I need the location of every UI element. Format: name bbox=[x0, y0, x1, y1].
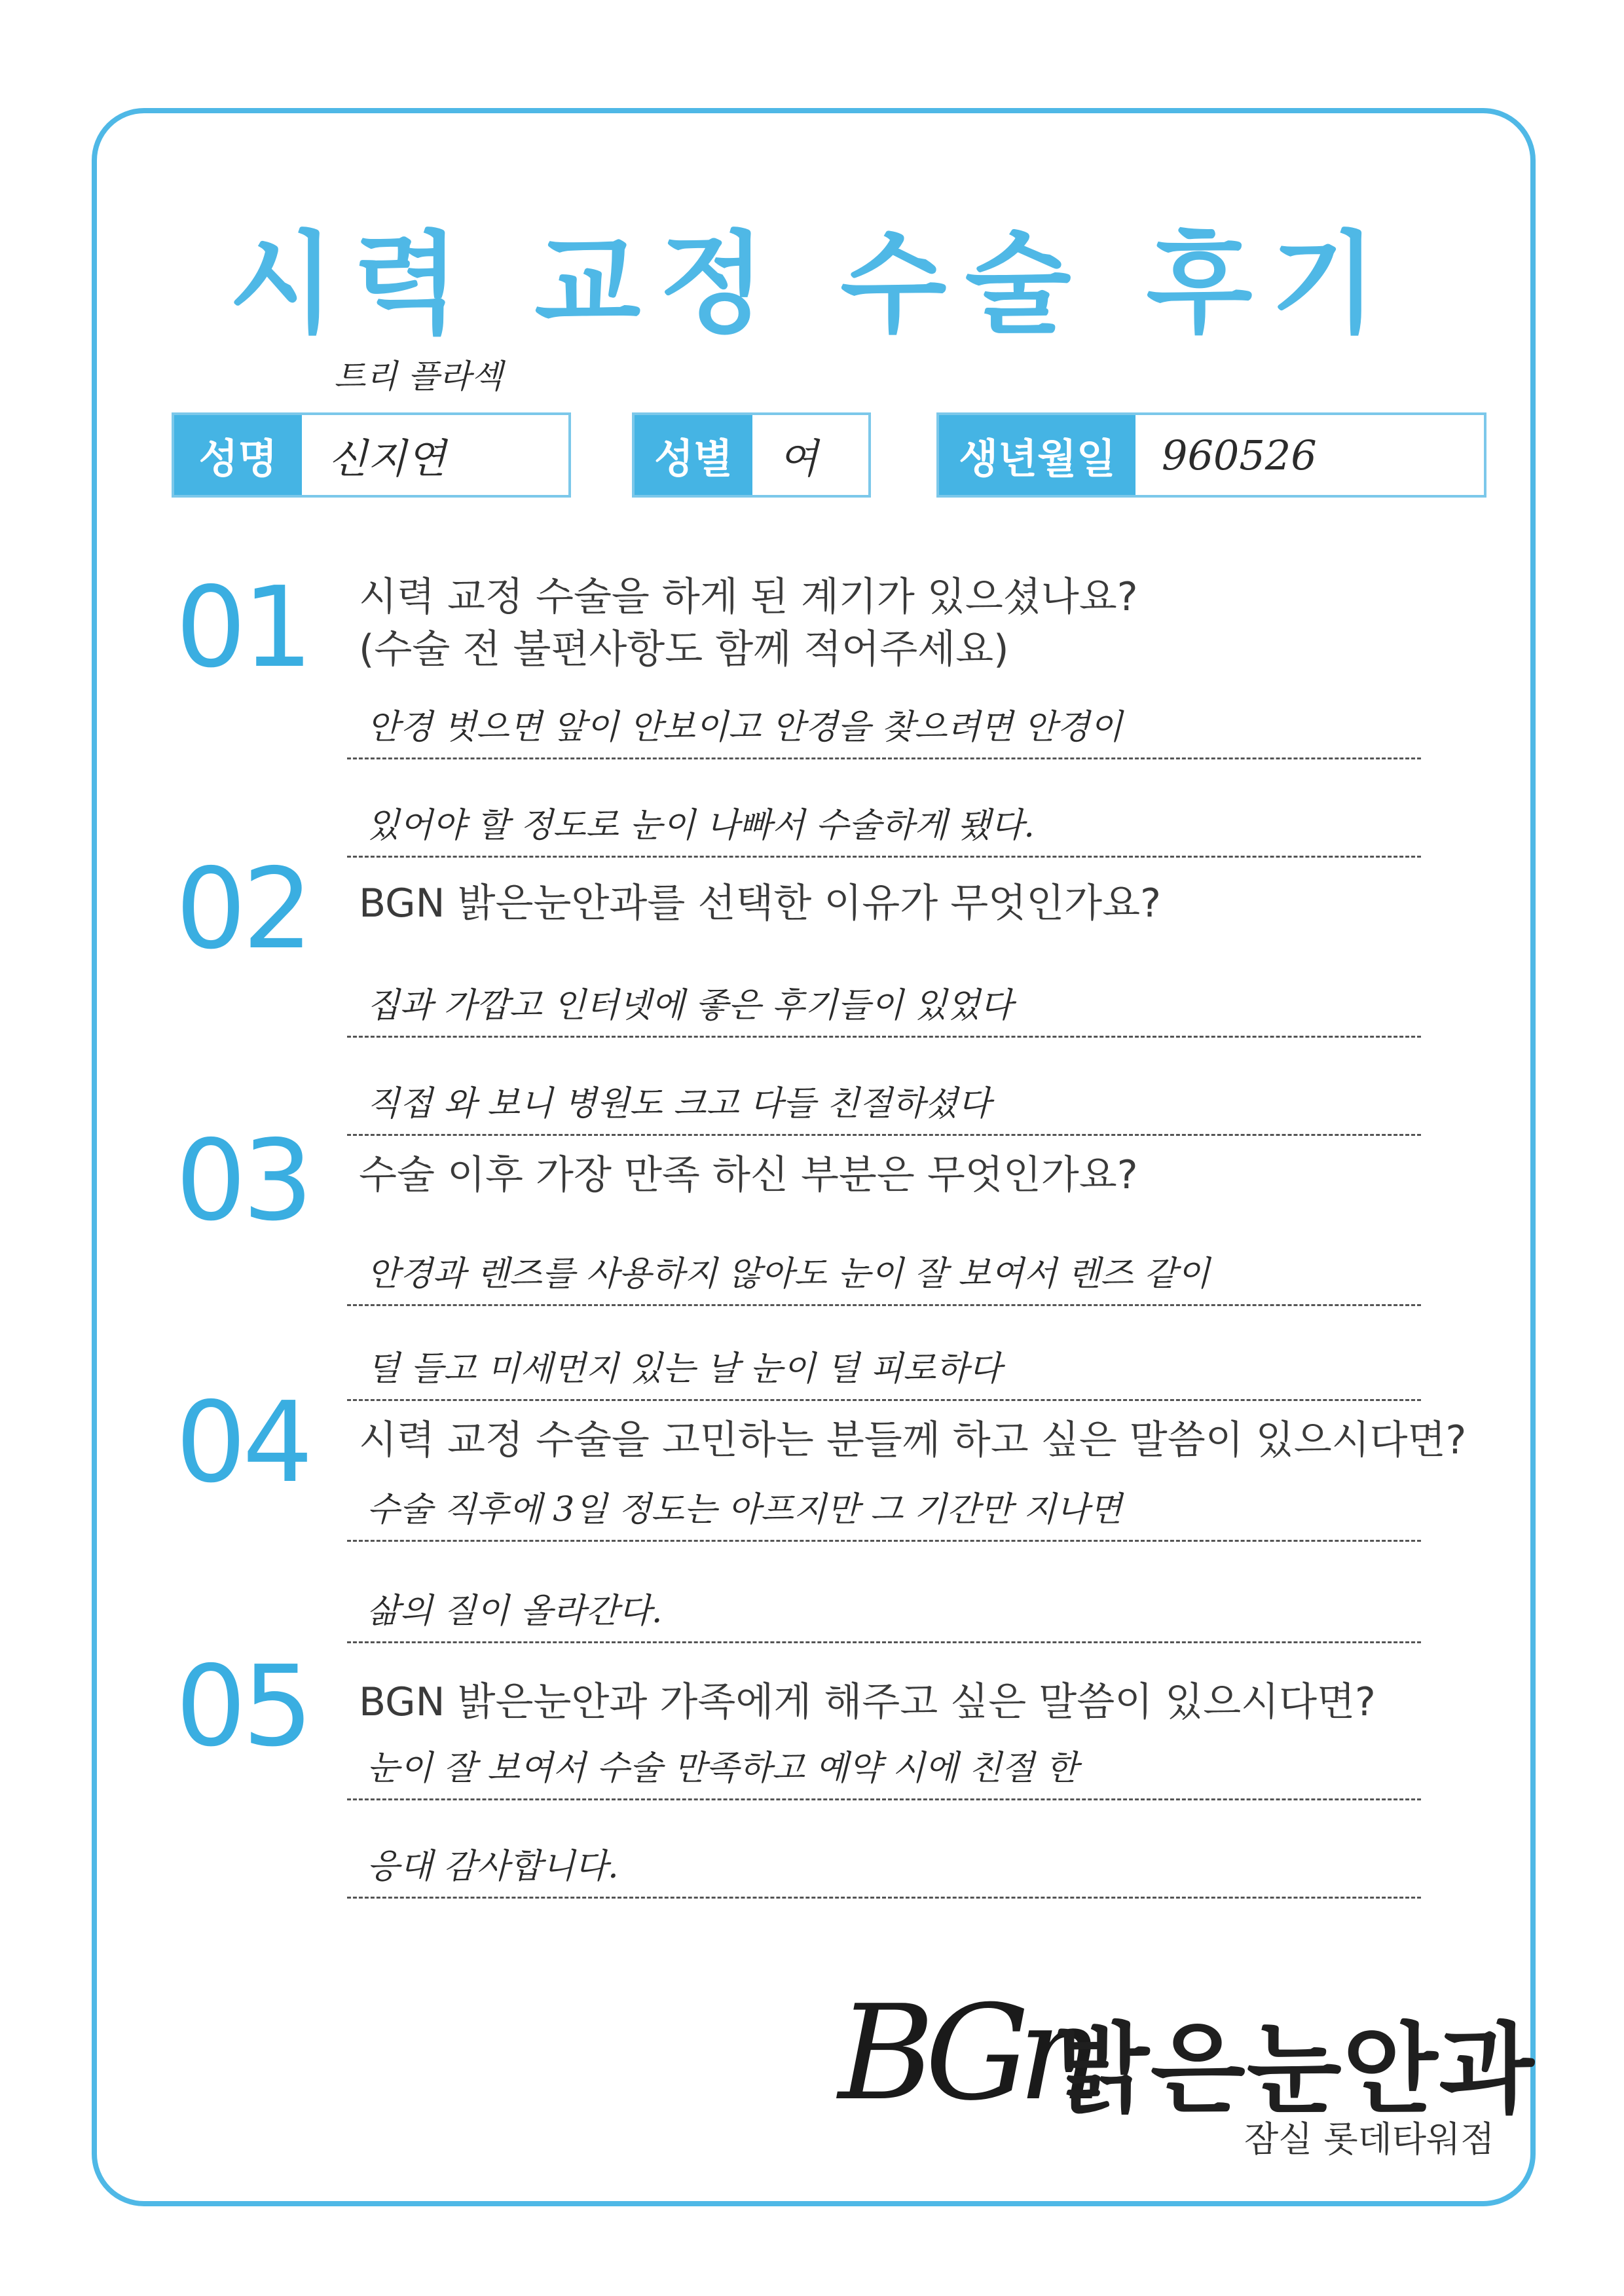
answer-line: 직접 와 보니 병원도 크고 다들 친절하셨다 bbox=[347, 1064, 1421, 1136]
gender-label: 성별 bbox=[635, 415, 752, 495]
surgery-note: 트리 플라섹 bbox=[334, 357, 503, 395]
answer-line: 안경과 렌즈를 사용하지 않아도 눈이 잘 보여서 렌즈 같이 bbox=[347, 1234, 1421, 1306]
answer-line: 응대 감사합니다. bbox=[347, 1827, 1421, 1899]
question-number: 03 bbox=[175, 1116, 310, 1246]
clinic-logo bbox=[838, 1971, 1536, 2167]
birth-label: 생년월일 bbox=[939, 415, 1135, 495]
answer-line: 수술 직후에 3일 정도는 아프지만 그 기간만 지나면 bbox=[347, 1470, 1421, 1542]
answer-line: 덜 들고 미세먼지 있는 날 눈이 덜 피로하다 bbox=[347, 1329, 1421, 1401]
page-title: 시력 교정 수술 후기 bbox=[229, 220, 1395, 348]
answer-line: 눈이 잘 보여서 수술 만족하고 예약 시에 친절 한 bbox=[347, 1728, 1421, 1800]
question-number: 02 bbox=[175, 845, 310, 974]
answer-line: 안경 벗으면 앞이 안보이고 안경을 찾으려면 안경이 bbox=[347, 687, 1421, 759]
question-line: 시력 교정 수술을 하게 된 계기가 있으셨나요? bbox=[359, 574, 1138, 620]
question-text bbox=[359, 571, 1138, 676]
answer-line: 삶의 질이 올라간다. bbox=[347, 1571, 1421, 1643]
question-number: 01 bbox=[175, 563, 310, 693]
branch-name: 잠실 롯데타워점 bbox=[1244, 2119, 1495, 2160]
question-line: (수술 전 불편사항도 함께 적어주세요) bbox=[359, 627, 1009, 672]
gender-field bbox=[632, 412, 871, 498]
birth-value: 960526 bbox=[1162, 431, 1317, 479]
name-value: 신지연 bbox=[328, 434, 446, 483]
gender-value: 여 bbox=[779, 434, 818, 483]
question-line: BGN 밝은눈안과 가족에게 해주고 싶은 말씀이 있으시다면? bbox=[359, 1679, 1376, 1725]
logo-mark: BGn bbox=[838, 1977, 1091, 2130]
birth-field bbox=[936, 412, 1486, 498]
question-line: 수술 이후 가장 만족 하신 부분은 무엇인가요? bbox=[359, 1152, 1138, 1198]
name-field bbox=[172, 412, 571, 498]
question-text bbox=[359, 1149, 1138, 1201]
question-text bbox=[359, 877, 1161, 930]
question-line: 시력 교정 수술을 고민하는 분들께 하고 싶은 말씀이 있으시다면? bbox=[359, 1417, 1467, 1463]
answer-line: 집과 가깝고 인터넷에 좋은 후기들이 있었다 bbox=[347, 966, 1421, 1038]
question-line: BGN 밝은눈안과를 선택한 이유가 무엇인가요? bbox=[359, 881, 1161, 926]
question-number: 04 bbox=[175, 1378, 310, 1508]
logo-name: 밝은눈안과 bbox=[1054, 2013, 1536, 2127]
answer-line: 있어야 할 정도로 눈이 나빠서 수술하게 됐다. bbox=[347, 786, 1421, 858]
question-text bbox=[359, 1676, 1376, 1728]
question-number: 05 bbox=[175, 1642, 310, 1772]
question-text bbox=[359, 1414, 1466, 1467]
name-label: 성명 bbox=[174, 415, 302, 495]
